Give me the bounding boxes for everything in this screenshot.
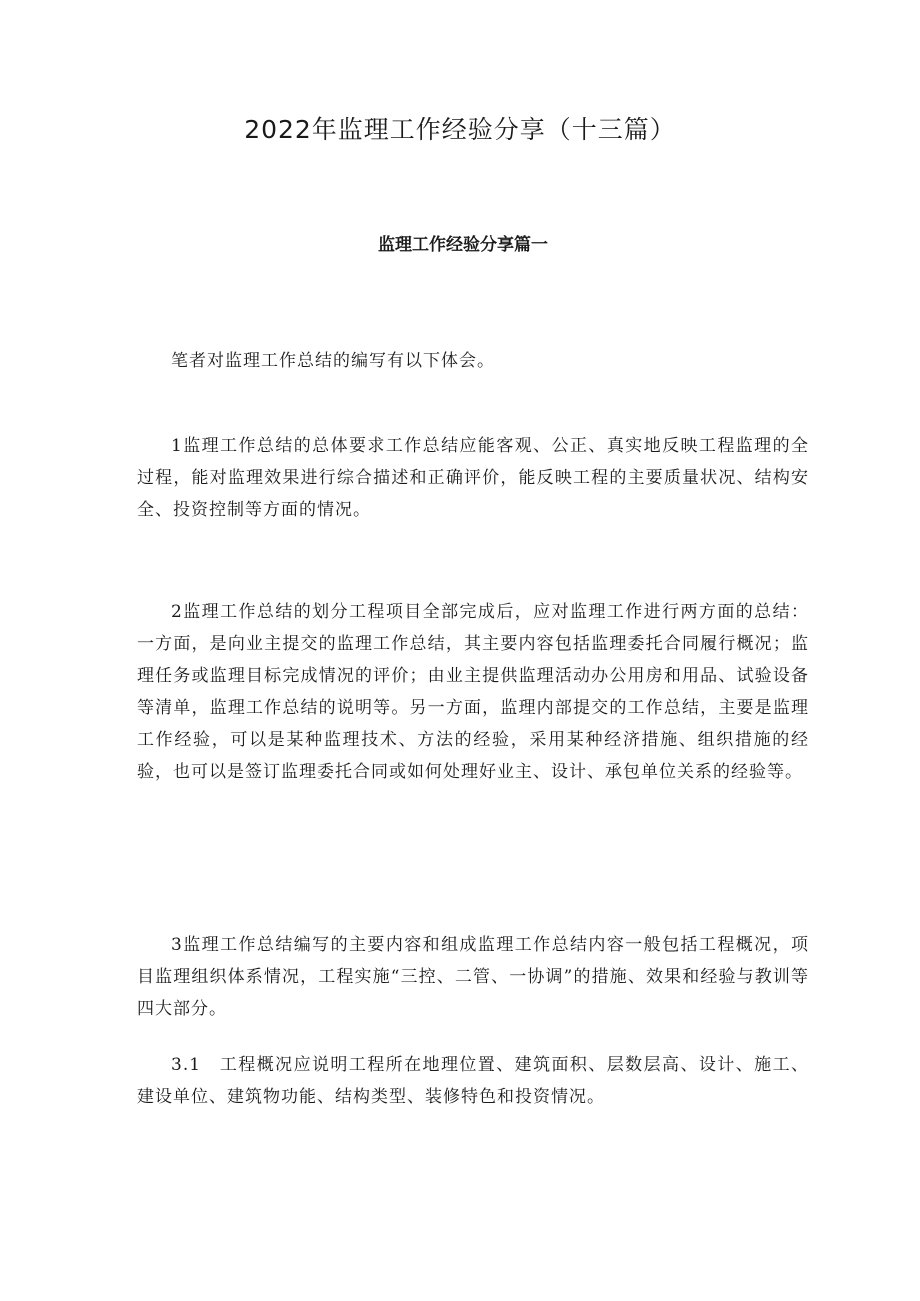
paragraph-1: 1监理工作总结的总体要求工作总结应能客观、公正、真实地反映工程监理的全过程，能对监理效果进行综合描述和正确评价，能反映工程的主要质量状况、结构安全、投资控制等方面的情况。 bbox=[137, 436, 809, 520]
paragraph-2: 2监理工作总结的划分工程项目全部完成后，应对监理工作进行两方面的总结：一方面，是向业主提交的监理工作总结，其主要内容包括监理委托合同履行概况；监理任务或监理目标完成情况的评价；由业主提供监理活动办公用房和用品、试验设备等清单，监理工作总结的说明等。另一方面，监理内部提交的工作总结，主要是监理工作经验，可以是某种监理技术、方法的经验，采用某种经济措施、组织措施的经验，也可以是签订监理委托合同或如何处理好业主、设计、承包单位关系的经验等。 bbox=[137, 602, 809, 782]
document-title: 2022年监理工作经验分享（十三篇） bbox=[244, 115, 676, 144]
section-title: 监理工作经验分享篇一 bbox=[378, 235, 548, 255]
paragraph-3: 3监理工作总结编写的主要内容和组成监理工作总结内容一般包括工程概况，项目监理组织体系情况，工程实施“三控、二管、一协调”的措施、效果和经验与教训等四大部分。 bbox=[137, 935, 809, 1019]
intro-paragraph: 笔者对监理工作总结的编写有以下体会。 bbox=[171, 351, 495, 371]
paragraph-3-1: 3.1 工程概况应说明工程所在地理位置、建筑面积、层数层高、设计、施工、建设单位、建筑物功能、结构类型、装修特色和投资情况。 bbox=[137, 1055, 809, 1107]
